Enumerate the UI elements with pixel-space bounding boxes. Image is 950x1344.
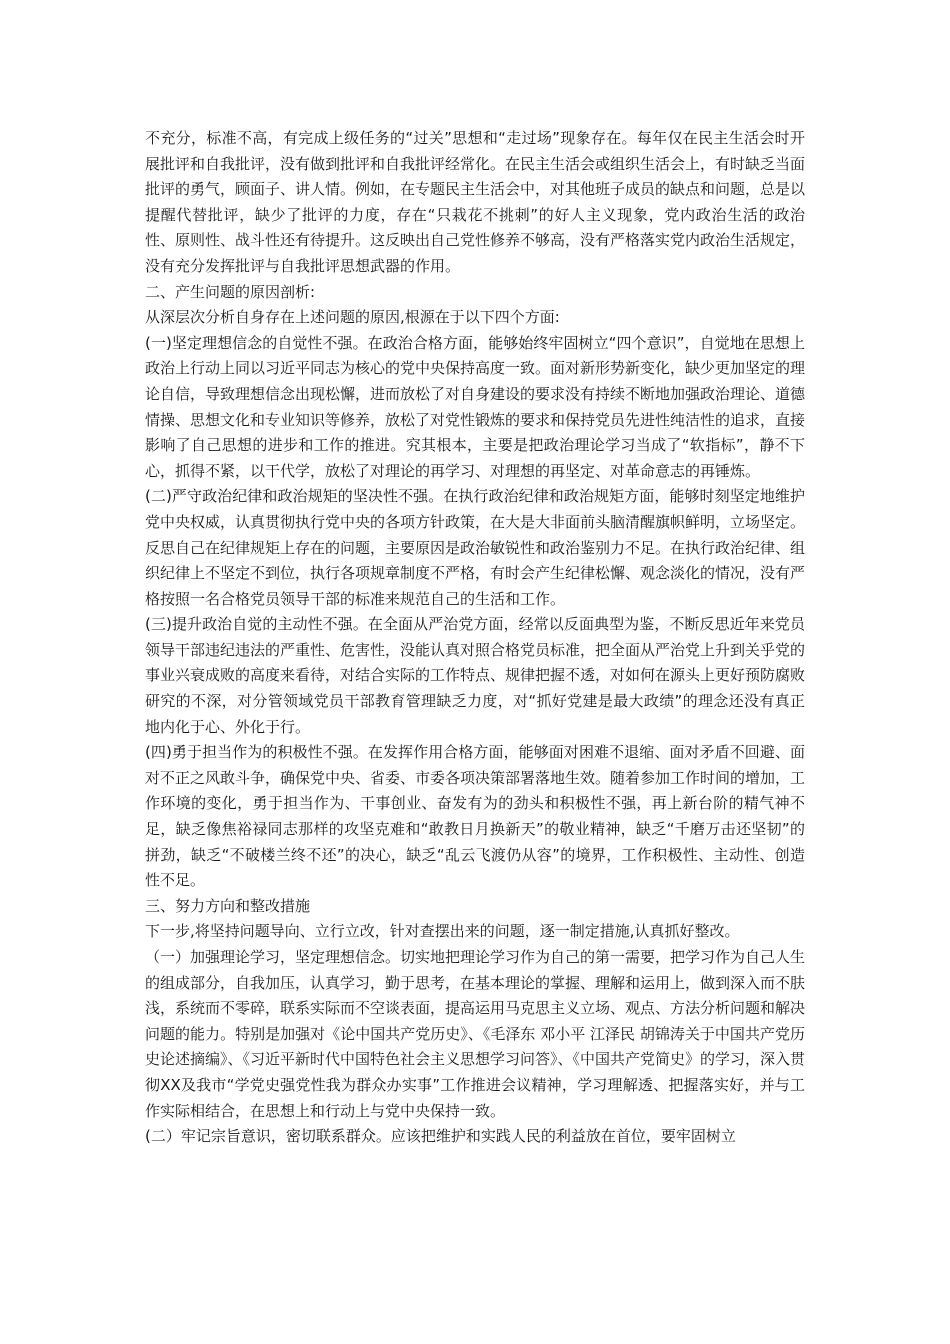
paragraph-cause-intro: 从深层次分析自身存在上述问题的原因,根源在于以下四个方面: bbox=[145, 308, 560, 327]
paragraph-measure-1: （一）加强理论学习，坚定理想信念。切实地把理论学习作为自己的第一需要，把学习作为自己人生的组成部分，自我加压，认真学习，勤于思考，在基本理论的掌握、理解和运用上，做到深入而不肤浅，系统而不零碎，联系实际而不空谈表面，提高运用马克思主义立场、观点、方法分析问题和解决问题的能力。特别是加强对《论中国共产党历史》、《毛泽东 邓小平 江泽民 胡锦涛关于中国共产党历史论述摘编》、《习近平新时代中国特色社会主义思想学习问答》、《中国共产党简史》的学习，深入贯彻XX及我市“学党史强党性我为群众办实事”工作推进会议精神，学习理解透、把握落实好，并与工作实际相结合，在思想上和行动上与党中央保持一致。 bbox=[145, 948, 806, 1120]
heading-cause-analysis: 二、产生问题的原因剖析: bbox=[145, 282, 316, 301]
paragraph-rectification-intro: 下一步,将坚持问题导向、立行立改，针对查摆出来的问题，逐一制定措施,认真抓好整改。 bbox=[145, 922, 740, 941]
paragraph-criticism-summary: 不充分，标准不高，有完成上级任务的“过关”思想和“走过场”现象存在。每年仅在民主生活会时开展批评和自我批评，没有做到批评和自我批评经常化。在民主生活会或组织生活会上，有时缺乏当面批评的勇气，顾面子、讲人情。例如，在专题民主生活会中，对其他班子成员的缺点和问题，总是以提醒代替批评，缺少了批评的力度，存在“只栽花不挑刺”的好人主义现象，党内政治生活的政治性、原则性、战斗性还有待提升。这反映出自己党性修养不够高，没有严格落实党内政治生活规定，没有充分发挥批评与自我批评思想武器的作用。 bbox=[145, 129, 806, 275]
paragraph-cause-1: (一)坚定理想信念的自觉性不强。在政治合格方面，能够始终牢固树立“四个意识”，自觉地在思想上政治上行动上同以习近平同志为核心的党中央保持高度一致。面对新形势新变化，缺少更加坚定的理论自信，导致理想信念出现松懈，进而放松了对自身建设的要求没有持续不断地加强政治理论、道德情操、思想文化和专业知识等修养，放松了对党性锻炼的要求和保持党员先进性纯洁性的追求，直接影响了自己思想的进步和工作的推进。究其根本，主要是把政治理论学习当成了“软指标”，静不下心，抓得不紧，以干代学，放松了对理论的再学习、对理想的再坚定、对革命意志的再锤炼。 bbox=[145, 333, 806, 480]
paragraph-cause-2: (二)严守政治纪律和政治规矩的坚决性不强。在执行政治纪律和政治规矩方面，能够时刻坚定地维护党中央权威，认真贯彻执行党中央的各项方针政策，在大是大非面前头脑清醒旗帜鲜明，立场坚定。反思自己在纪律规矩上存在的问题，主要原因是政治敏锐性和政治鉴别力不足。在执行政治纪律、组织纪律上不坚定不到位，执行各项规章制度不严格，有时会产生纪律松懈、观念淡化的情况，没有严格按照一名合格党员领导干部的标准来规范自己的生活和工作。 bbox=[145, 487, 806, 608]
paragraph-cause-4: (四)勇于担当作为的积极性不强。在发挥作用合格方面，能够面对困难不退缩、面对矛盾不回避、面对不正之风敢斗争，确保党中央、省委、市委各项决策部署落地生效。随着参加工作时间的增加，工作环境的变化，勇于担当作为、干事创业、奋发有为的劲头和积极性不强，再上新台阶的精气神不足，缺乏像焦裕禄同志那样的攻坚克难和“敢教日月换新天”的敬业精神，缺乏“千磨万击还坚韧”的拼劲，缺乏“不破楼兰终不还”的决心，缺乏“乱云飞渡仍从容”的境界，工作积极性、主动性、创造性不足。 bbox=[145, 743, 806, 890]
heading-rectification: 三、努力方向和整改措施 bbox=[145, 896, 311, 915]
paragraph-measure-2: (二）牢记宗旨意识，密切联系群众。应该把维护和实践人民的利益放在首位，要牢固树立 bbox=[145, 1127, 736, 1146]
paragraph-cause-3: (三)提升政治自觉的主动性不强。在全面从严治党方面，经常以反面典型为鉴，不断反思近年来党员领导干部违纪违法的严重性、危害性，没能认真对照合格党员标准，把全面从严治党上升到关乎党的事业兴衰成败的高度来看待，对结合实际的工作特点、规律把握不透，对如何在源头上更好预防腐败研究的不深，对分管领域党员干部教育管理缺乏力度，对“抓好党建是最大政绩”的理念还没有真正地内化于心、外化于行。 bbox=[145, 615, 806, 736]
document-body bbox=[145, 126, 805, 1150]
